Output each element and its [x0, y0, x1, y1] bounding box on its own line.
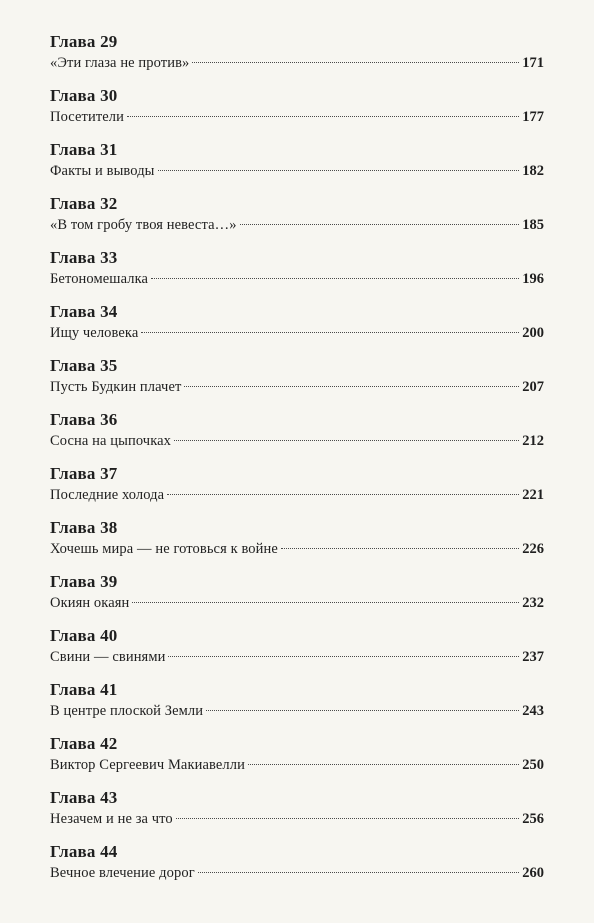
chapter-title: Незачем и не за что — [50, 811, 173, 827]
chapter-heading: Глава 34 — [50, 302, 118, 321]
chapter-title: «Эти глаза не против» — [50, 55, 190, 71]
chapter-title: В центре плоской Земли — [50, 703, 204, 719]
toc-line — [50, 376, 544, 398]
toc-entry — [50, 356, 544, 410]
page-number: 200 — [522, 325, 544, 341]
chapter-heading: Глава 32 — [50, 194, 118, 213]
chapter-heading: Глава 43 — [50, 788, 118, 807]
page-number: 237 — [522, 649, 544, 665]
page-number: 221 — [522, 487, 544, 503]
toc-line — [50, 700, 544, 722]
toc-entry — [50, 788, 544, 842]
toc-line — [50, 160, 544, 182]
chapter-heading: Глава 44 — [50, 842, 118, 861]
chapter-heading: Глава 35 — [50, 356, 118, 375]
chapter-heading: Глава 41 — [50, 680, 118, 699]
chapter-heading: Глава 39 — [50, 572, 118, 591]
page-number: 171 — [522, 55, 544, 71]
dot-leader — [192, 62, 519, 63]
toc-line — [50, 646, 544, 668]
page-number: 260 — [522, 865, 544, 881]
chapter-title: Вечное влечение дорог — [50, 865, 195, 881]
dot-leader — [174, 440, 519, 441]
page-number: 226 — [522, 541, 544, 557]
chapter-title: «В том гробу твоя невеста…» — [50, 217, 237, 233]
chapter-title: Окиян окаян — [50, 595, 130, 611]
page-number: 207 — [522, 379, 544, 395]
chapter-title: Посетители — [50, 109, 124, 125]
chapter-title: Последние холода — [50, 487, 165, 503]
dot-leader — [141, 332, 519, 333]
chapter-title: Сосна на цыпочках — [50, 433, 171, 449]
toc-entry — [50, 410, 544, 464]
toc-line — [50, 484, 544, 506]
dot-leader — [198, 872, 520, 873]
chapter-heading: Глава 33 — [50, 248, 118, 267]
toc-entry — [50, 32, 544, 86]
toc-line — [50, 430, 544, 452]
toc-line — [50, 268, 544, 290]
chapter-title: Бетономешалка — [50, 271, 149, 287]
page-number: 196 — [522, 271, 544, 287]
chapter-title: Хочешь мира — не готовься к войне — [50, 541, 278, 557]
dot-leader — [240, 224, 520, 225]
dot-leader — [281, 548, 519, 549]
chapter-title: Факты и выводы — [50, 163, 155, 179]
toc-entry — [50, 140, 544, 194]
toc-line — [50, 106, 544, 128]
chapter-title: Виктор Сергеевич Макиавелли — [50, 757, 245, 773]
toc-entry — [50, 842, 544, 896]
dot-leader — [184, 386, 519, 387]
dot-leader — [168, 656, 519, 657]
toc-entry — [50, 734, 544, 788]
dot-leader — [132, 602, 519, 603]
toc-entry — [50, 194, 544, 248]
toc-line — [50, 754, 544, 776]
chapter-heading: Глава 36 — [50, 410, 118, 429]
page-number: 185 — [522, 217, 544, 233]
chapter-title: Свини — свинями — [50, 649, 166, 665]
toc-entry — [50, 248, 544, 302]
page-number: 177 — [522, 109, 544, 125]
toc-entry — [50, 680, 544, 734]
toc-line — [50, 52, 544, 74]
toc-entry — [50, 572, 544, 626]
toc-entry — [50, 626, 544, 680]
dot-leader — [158, 170, 520, 171]
chapter-heading: Глава 29 — [50, 32, 118, 51]
toc-entry — [50, 302, 544, 356]
page-number: 212 — [522, 433, 544, 449]
chapter-title: Пусть Будкин плачет — [50, 379, 182, 395]
toc-line — [50, 592, 544, 614]
toc-entry — [50, 518, 544, 572]
dot-leader — [176, 818, 519, 819]
dot-leader — [167, 494, 519, 495]
page-number: 182 — [522, 163, 544, 179]
dot-leader — [206, 710, 519, 711]
toc-line — [50, 322, 544, 344]
page-number: 232 — [522, 595, 544, 611]
chapter-heading: Глава 42 — [50, 734, 118, 753]
toc-entry — [50, 86, 544, 140]
chapter-title: Ищу человека — [50, 325, 139, 341]
toc-line — [50, 214, 544, 236]
toc-line — [50, 538, 544, 560]
dot-leader — [248, 764, 519, 765]
chapter-heading: Глава 40 — [50, 626, 118, 645]
dot-leader — [151, 278, 519, 279]
dot-leader — [127, 116, 519, 117]
page-number: 250 — [522, 757, 544, 773]
chapter-heading: Глава 31 — [50, 140, 118, 159]
toc-entry — [50, 464, 544, 518]
toc-line — [50, 808, 544, 830]
chapter-heading: Глава 38 — [50, 518, 118, 537]
chapter-heading: Глава 30 — [50, 86, 118, 105]
page-number: 256 — [522, 811, 544, 827]
toc-line — [50, 862, 544, 884]
chapter-heading: Глава 37 — [50, 464, 118, 483]
page-number: 243 — [522, 703, 544, 719]
